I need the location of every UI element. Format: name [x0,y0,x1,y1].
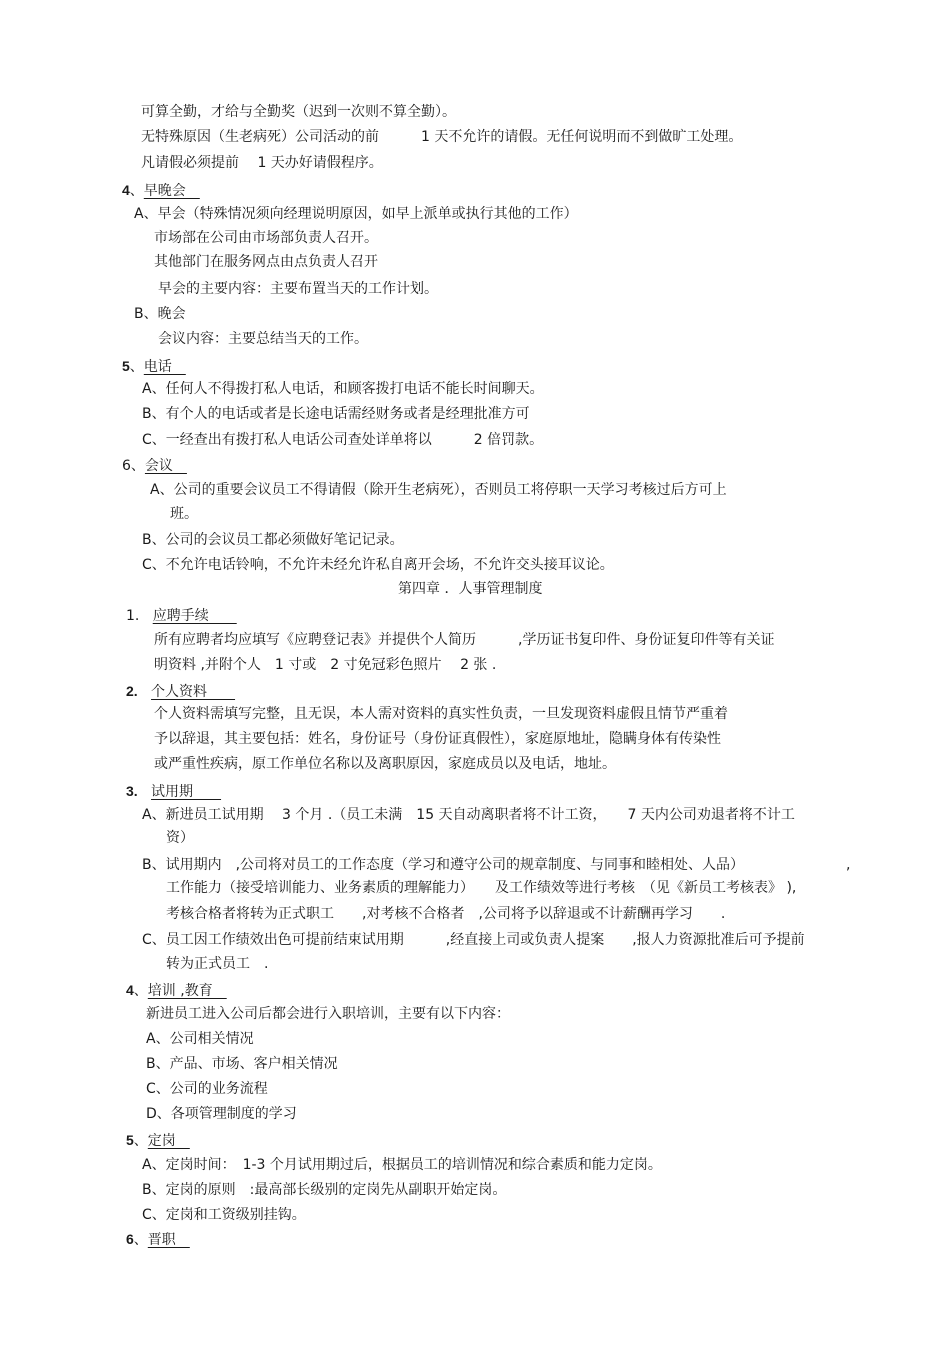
text-line: 所有应聘者均应填写《应聘登记表》并提供个人简历 ,学历证书复印件、身份证复印件等有关证 [154,632,775,648]
section-number: 1. [126,608,140,624]
text-line: B、定岗的原则 :最高部长级别的定岗先从副职开始定岗。 [142,1182,507,1198]
text-line: A、早会（特殊情况须向经理说明原因，如早上派单或执行其他的工作） [134,206,578,222]
section-title: 培训 ,教育 [147,983,227,999]
text-line: B、试用期内 ,公司将对员工的工作态度（学习和遵守公司的规章制度、与同事和睦相处、人品） [142,857,745,873]
section-title: 应聘手续 [152,608,237,624]
section-heading [126,1131,190,1150]
section-separator: 、 [129,359,144,375]
section-heading [126,782,221,801]
section-number: 2. [126,683,138,699]
text-line: C、公司的业务流程 [146,1081,268,1097]
section-number: 4 [122,182,130,198]
section-number: 5 [126,1132,134,1148]
text-line: 可算全勤，才给与全勤奖（迟到一次则不算全勤）。 [141,104,456,120]
section-heading [122,357,186,376]
section-number: 6 [126,1231,134,1247]
text-line: B、产品、市场、客户相关情况 [146,1056,338,1072]
section-separator: 、 [133,1133,148,1149]
text-line: , [846,857,851,873]
text-line: A、定岗时间： 1-3 个月试用期过后，根据员工的培训情况和综合素质和能力定岗。 [142,1157,662,1173]
text-line: B、有个人的电话或者是长途电话需经财务或者是经理批准方可 [142,406,530,422]
chapter-title: 第四章 ．人事管理制度 [398,581,543,597]
text-line: 市场部在公司由市场部负责人召开。 [154,230,378,246]
text-line: 予以辞退，其主要包括：姓名，身份证号（身份证真假性），家庭原地址，隐瞒身体有传染性 [154,731,721,747]
section-separator: 、 [133,1232,148,1248]
text-line: 无特殊原因（生老病死）公司活动的前 1 天不允许的请假。无任何说明而不到做旷工处理。 [141,129,743,145]
section-separator: 、 [129,183,144,199]
text-line: 班。 [170,506,198,522]
section-heading [122,181,200,200]
text-line: 转为正式员工 . [166,956,269,972]
text-line: B、晚会 [134,306,186,322]
text-line: B、公司的会议员工都必须做好笔记记录。 [142,532,404,548]
section-title: 试用期 [151,784,222,800]
text-line: D、各项管理制度的学习 [146,1106,297,1122]
text-line: 会议内容：主要总结当天的工作。 [158,331,368,347]
text-line: 其他部门在服务网点由点负责人召开 [154,254,378,270]
text-line: 新进员工进入公司后都会进行入职培训，主要有以下内容： [146,1006,510,1022]
section-heading [126,1230,190,1249]
text-line: C、一经查出有拨打私人电话公司查处详单将以 2 倍罚款。 [142,432,544,448]
text-line: 明资料 ,并附个人 1 寸或 2 寸免冠彩色照片 2 张 . [154,657,497,673]
text-line: 考核合格者将转为正式职工 ,对考核不合格者 ,公司将予以辞退或不计薪酬再学习 . [166,906,726,922]
section-heading [126,607,237,625]
text-line: A、任何人不得拨打私人电话，和顾客拨打电话不能长时间聊天。 [142,381,544,397]
section-heading [126,981,227,1000]
text-line: C、员工因工作绩效出色可提前结束试用期 ,经直接上司或负责人提案 ,报人力资源批准后可予提前 [142,932,805,948]
section-heading [122,457,187,475]
section-title: 个人资料 [151,684,236,700]
text-line: A、公司相关情况 [146,1031,254,1047]
section-title: 晋职 [147,1232,190,1248]
text-line: 早会的主要内容：主要布置当天的工作计划。 [158,281,438,297]
section-number: 5 [122,358,130,374]
section-number: 3. [126,783,138,799]
section-separator: 6、 [122,458,145,474]
section-title: 定岗 [147,1133,190,1149]
section-title: 早晚会 [143,183,200,199]
section-title: 电话 [143,359,186,375]
section-separator: 、 [133,983,148,999]
text-line: A、新进员工试用期 3 个月 .（员工未满 15 天自动离职者将不计工资， 7 天内公司劝退者将不计工 [142,807,795,823]
text-line: C、不允许电话铃响，不允许未经允许私自离开会场，不允许交头接耳议论。 [142,557,614,573]
text-line: 工作能力（接受培训能力、业务素质的理解能力） 及工作绩效等进行考核 （见《新员工考核表》 ), [166,880,797,896]
text-line: 凡请假必须提前 1 天办好请假程序。 [141,155,383,171]
text-line: 个人资料需填写完整，且无误，本人需对资料的真实性负责，一旦发现资料虚假且情节严重着 [154,706,728,722]
section-title: 会议 [144,458,187,474]
text-line: A、公司的重要会议员工不得请假（除开生老病死），否则员工将停职一天学习考核过后方可上 [150,482,727,498]
section-heading [126,682,235,701]
text-line: 资） [166,830,194,846]
text-line: C、定岗和工资级别挂钩。 [142,1207,306,1223]
text-line: 或严重性疾病，原工作单位名称以及离职原因，家庭成员以及电话，地址。 [154,756,616,772]
section-number: 4 [126,982,134,998]
